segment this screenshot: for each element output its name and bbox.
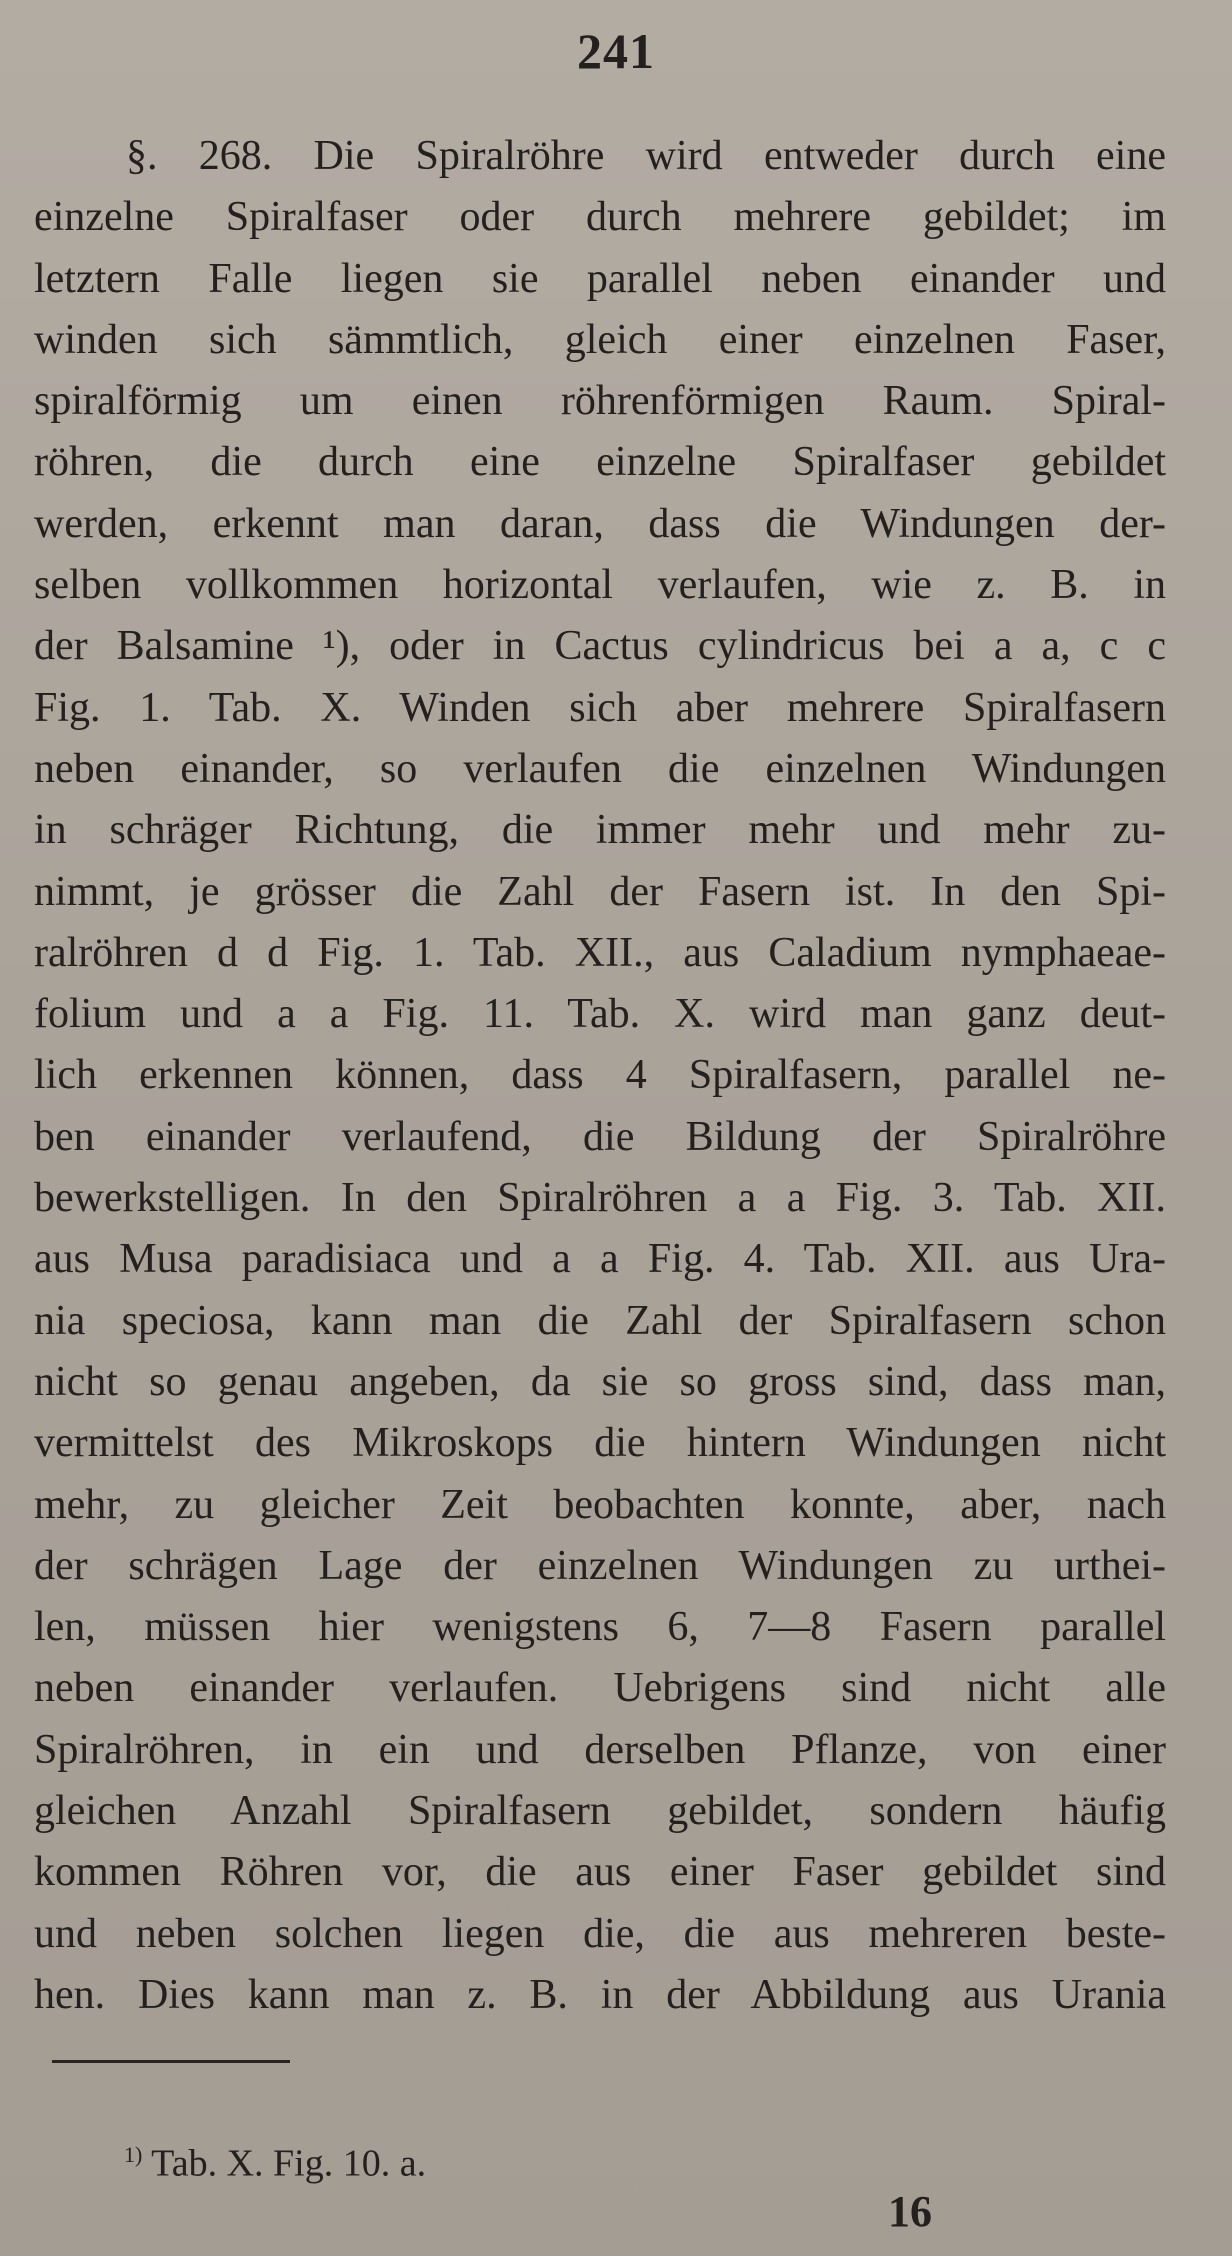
text-line: folium und a a Fig. 11. Tab. X. wird man ganz deut- [34, 991, 1166, 1038]
text-line: ralröhren d d Fig. 1. Tab. XII., aus Caladium nymphaeae- [34, 929, 1166, 976]
text-line: mehr, zu gleicher Zeit beobachten konnte, aber, nach [34, 1481, 1166, 1528]
text-line: einzelne Spiralfaser oder durch mehrere gebildet; im [34, 194, 1166, 241]
text-line: nia speciosa, kann man die Zahl der Spiralfasern schon [34, 1297, 1166, 1344]
text-line: der Balsamine ¹), oder in Cactus cylindricus bei a a, c c [34, 623, 1166, 670]
text-line: aus Musa paradisiaca und a a Fig. 4. Tab. XII. aus Ura- [34, 1236, 1166, 1283]
text-line: letztern Falle liegen sie parallel neben einander und [34, 255, 1166, 302]
text-line: nimmt, je grösser die Zahl der Fasern ist. In den Spi- [34, 868, 1166, 915]
text-line: vermittelst des Mikroskops die hintern Windungen nicht [34, 1420, 1166, 1467]
text-line: werden, erkennt man daran, dass die Windungen der- [34, 500, 1166, 547]
text-line: ben einander verlaufend, die Bildung der Spiralröhre [34, 1113, 1166, 1160]
text-line: kommen Röhren vor, die aus einer Faser gebildet sind [34, 1849, 1166, 1896]
text-line: selben vollkommen horizontal verlaufen, wie z. B. in [34, 562, 1166, 609]
text-line: §. 268. Die Spiralröhre wird entweder durch eine [126, 133, 1166, 179]
text-line: lich erkennen können, dass 4 Spiralfasern, parallel ne- [34, 1052, 1166, 1099]
text-line: len, müssen hier wenigstens 6, 7—8 Fasern parallel [34, 1604, 1166, 1651]
body-text [34, 126, 1166, 2026]
text-line: gleichen Anzahl Spiralfasern gebildet, sondern häufig [34, 1788, 1166, 1835]
text-line: nicht so genau angeben, da sie so gross sind, dass man, [34, 1358, 1166, 1405]
text-line: Spiralröhren, in ein und derselben Pflanze, von einer [34, 1726, 1166, 1773]
footnote-divider [52, 2060, 290, 2063]
signature-mark: 16 [888, 2187, 932, 2236]
text-line: neben einander verlaufen. Uebrigens sind nicht alle [34, 1665, 1166, 1712]
text-line: der schrägen Lage der einzelnen Windungen zu urthei- [34, 1542, 1166, 1589]
text-line: winden sich sämmtlich, gleich einer einzelnen Faser, [34, 316, 1166, 363]
text-line: spiralförmig um einen röhrenförmigen Raum. Spiral- [34, 378, 1166, 425]
text-line: Fig. 1. Tab. X. Winden sich aber mehrere Spiralfasern [34, 684, 1166, 731]
text-line: und neben solchen liegen die, die aus mehreren beste- [34, 1910, 1166, 1957]
footnote-marker: 1) [124, 2142, 143, 2167]
text-line: hen. Dies kann man z. B. in der Abbildung aus Urania [34, 1971, 1166, 2018]
footnote-text: Tab. X. Fig. 10. a. [151, 2142, 427, 2185]
text-line: in schräger Richtung, die immer mehr und mehr zu- [34, 807, 1166, 854]
text-line: röhren, die durch eine einzelne Spiralfaser gebildet [34, 439, 1166, 486]
page-number: 241 [577, 23, 655, 79]
footnote [124, 2130, 426, 2189]
text-line: neben einander, so verlaufen die einzelnen Windungen [34, 745, 1166, 792]
text-line: bewerkstelligen. In den Spiralröhren a a Fig. 3. Tab. XII. [34, 1175, 1166, 1222]
